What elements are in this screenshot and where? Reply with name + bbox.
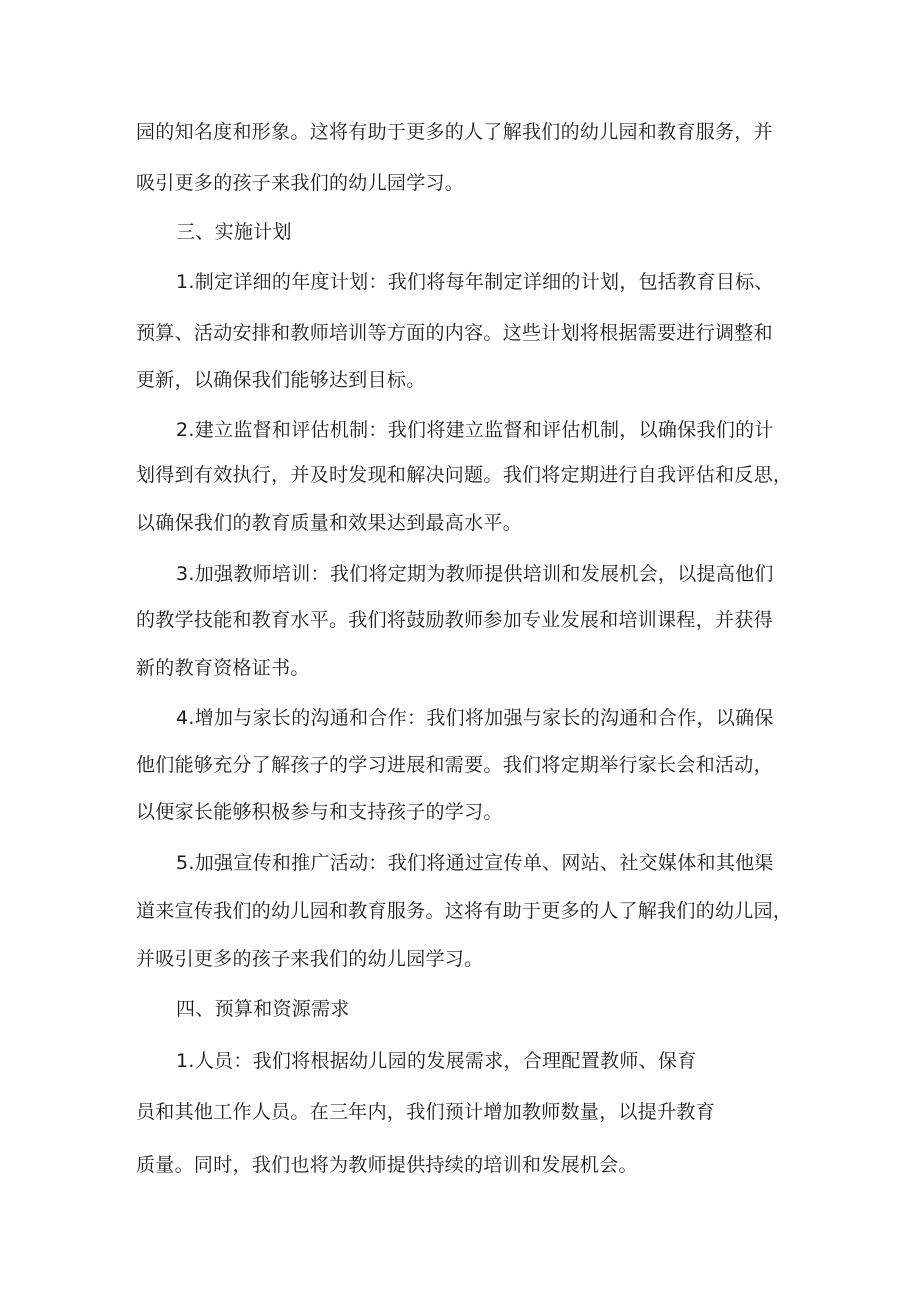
plan-item-2-line-3: 以确保我们的教育质量和效果达到最高水平。 — [136, 512, 523, 534]
plan-item-5-line-2: 道来宣传我们的幼儿园和教育服务。这将有助于更多的人了解我们的幼儿园， — [136, 900, 793, 922]
plan-item-1-line-1: 1.制定详细的年度计划：我们将每年制定详细的计划，包括教育目标、 — [176, 271, 774, 293]
intro-line-2: 吸引更多的孩子来我们的幼儿园学习。 — [136, 172, 465, 194]
plan-item-3-line-2: 的教学技能和教育水平。我们将鼓励教师参加专业发展和培训课程，并获得 — [136, 609, 773, 631]
plan-item-4-line-2: 他们能够充分了解孩子的学习进展和需要。我们将定期举行家长会和活动， — [136, 754, 773, 776]
plan-item-5-line-3: 并吸引更多的孩子来我们的幼儿园学习。 — [136, 948, 484, 970]
plan-item-4-line-1: 4.增加与家长的沟通和合作：我们将加强与家长的沟通和合作，以确保 — [176, 707, 774, 729]
plan-item-3-line-3: 新的教育资格证书。 — [136, 657, 310, 679]
plan-item-5-line-1: 5.加强宣传和推广活动：我们将通过宣传单、网站、社交媒体和其他渠 — [176, 852, 774, 874]
plan-item-4-line-3: 以便家长能够积极参与和支持孩子的学习。 — [136, 801, 503, 823]
plan-item-2-line-2: 划得到有效执行，并及时发现和解决问题。我们将定期进行自我评估和反思， — [136, 464, 793, 486]
section-heading-implementation: 三、实施计划 — [176, 221, 292, 243]
budget-item-1-line-3: 质量。同时，我们也将为教师提供持续的培训和发展机会。 — [136, 1154, 638, 1176]
budget-item-1-line-1: 1.人员：我们将根据幼儿园的发展需求，合理配置教师、保育 — [176, 1050, 697, 1072]
plan-item-1-line-3: 更新，以确保我们能够达到目标。 — [136, 369, 426, 391]
section-heading-budget: 四、预算和资源需求 — [176, 998, 350, 1020]
plan-item-2-line-1: 2.建立监督和评估机制：我们将建立监督和评估机制，以确保我们的计 — [176, 419, 774, 441]
intro-line-1: 园的知名度和形象。这将有助于更多的人了解我们的幼儿园和教育服务，并 — [136, 121, 773, 143]
plan-item-1-line-2: 预算、活动安排和教师培训等方面的内容。这些计划将根据需要进行调整和 — [136, 322, 773, 344]
plan-item-3-line-1: 3.加强教师培训：我们将定期为教师提供培训和发展机会，以提高他们 — [176, 563, 774, 585]
budget-item-1-line-2: 员和其他工作人员。在三年内，我们预计增加教师数量，以提升教育 — [136, 1101, 716, 1123]
